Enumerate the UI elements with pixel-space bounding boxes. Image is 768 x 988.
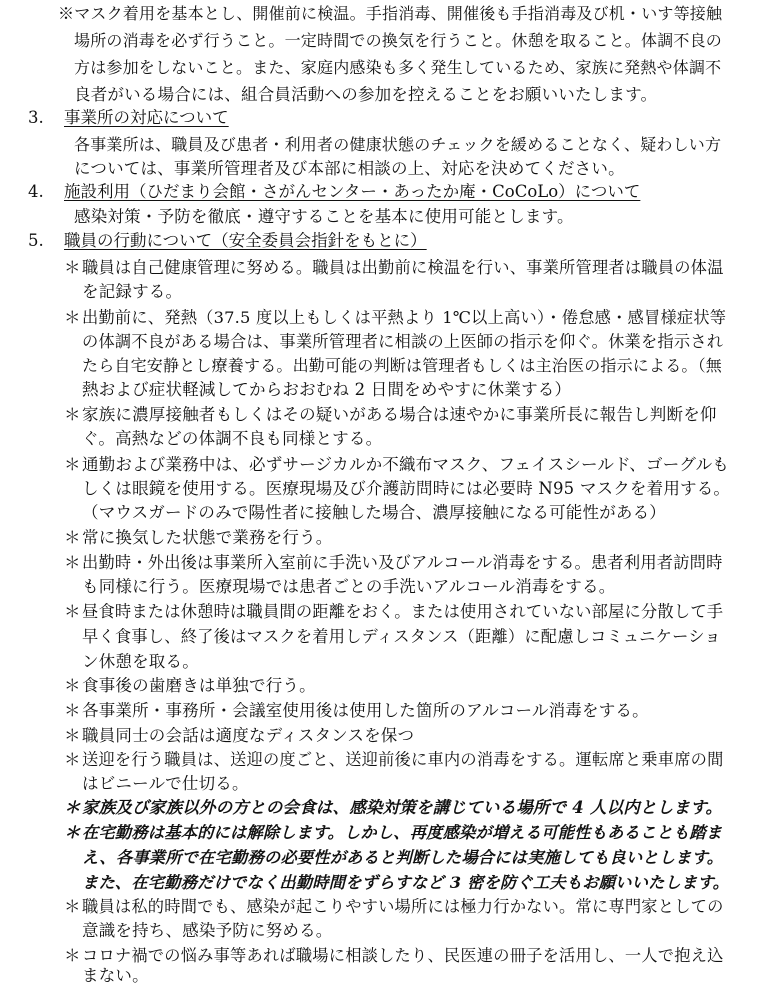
bullet-mark: ＊ (64, 258, 81, 277)
list-item-line: 昼食時または休憩時は職員間の距離をおく。または使用されていない部屋に分散して手 (82, 602, 724, 621)
section-title: 事業所の対応について (64, 108, 229, 127)
section-5-heading (28, 229, 427, 253)
list-item-line: （マウスガードのみで陽性者に接触した場合、濃厚接触になる可能性がある） (82, 503, 667, 522)
list-item-line: はビニールで仕切る。 (82, 774, 249, 793)
list-item-line: 食事後の歯磨きは単独で行う。 (82, 676, 316, 695)
bullet-mark: ＊ (64, 528, 81, 547)
note-line: 方は参加をしないこと。また、家庭内感染も多く発生しているため、家族に発熱や体調不 (74, 58, 722, 77)
list-item-line: 出勤前に、発熱（37.5 度以上もしくは平熱より 1℃以上高い）・倦怠感・感冒様症状等 (82, 308, 727, 327)
section-title: 職員の行動について（安全委員会指針をもとに） (64, 231, 427, 250)
list-item-line: 出勤時・外出後は事業所入室前に手洗い及びアルコール消毒をする。患者利用者訪問時 (82, 553, 723, 572)
list-item-line: ぐ。高熱などの体調不良も同様とする。 (82, 429, 383, 448)
bullet-mark: ＊ (64, 553, 81, 572)
list-item-line: また、在宅勤務だけでなく出勤時間をずらすなど 3 密を防ぐ工夫もお願いいたします。 (82, 873, 730, 892)
list-item-line: 職員同士の会話は適度なディスタンスを保つ (82, 726, 415, 745)
bullet-mark: ＊ (64, 602, 81, 621)
list-item-line: 家族及び家族以外の方との会食は、感染対策を講じている場所で 4 人以内とします。 (82, 798, 723, 817)
section-3-line: 各事業所は、職員及び患者・利用者の健康状態のチェックを緩めることなく、疑わしい方 (74, 135, 722, 154)
list-item-line: え、各事業所で在宅勤務の必要性があると判断した場合には実施しても良いとします。 (82, 848, 724, 867)
list-item-line: 意識を持ち、感染予防に努める。 (82, 921, 333, 940)
section-number: 5. (28, 231, 44, 250)
section-4-line: 感染対策・予防を徹底・遵守することを基本に使用可能とします。 (74, 207, 574, 226)
bullet-mark: ＊ (64, 701, 81, 720)
bullet-mark: ＊ (64, 455, 81, 474)
note-line: 場所の消毒を必ず行うこと。一定時間での換気を行うこと。休憩を取ること。体調不良の (74, 31, 723, 50)
list-item-line: 家族に濃厚接触者もしくはその疑いがある場合は速やかに事業所長に報告し判断を仰 (82, 405, 717, 424)
list-item-line: しくは眼鏡を使用する。医療現場及び介護訪問時には必要時 N95 マスクを着用する。 (82, 479, 731, 498)
section-number: 4. (28, 182, 44, 201)
list-item-line: まない。 (82, 966, 149, 985)
note-line: ※マスク着用を基本とし、開催前に検温。手指消毒、開催後も手指消毒及び机・いす等接触 (58, 4, 723, 23)
bullet-mark: ＊ (64, 823, 81, 842)
list-item-line: の体調不良がある場合は、事業所管理者に相談の上医師の指示を仰ぐ。休業を指示され (82, 332, 724, 351)
list-item-line: 職員は私的時間でも、感染が起こりやすい場所には極力行かない。常に専門家としての (82, 897, 724, 916)
list-item-line: 送迎を行う職員は、送迎の度ごと、送迎前後に車内の消毒をする。運転席と乗車席の間 (82, 750, 724, 769)
list-item-line: ン休憩を取る。 (82, 652, 199, 671)
section-3-line: については、事業所管理者及び本部に相談の上、対応を決めてください。 (74, 159, 625, 178)
bullet-mark: ＊ (64, 798, 81, 817)
bullet-mark: ＊ (64, 750, 81, 769)
list-item-line: を記録する。 (82, 282, 183, 301)
list-item-line: たら自宅安静とし療養する。出勤可能の判断は管理者もしくは主治医の指示による。（無 (82, 356, 723, 375)
list-item-line: 各事業所・事務所・会議室使用後は使用した箇所のアルコール消毒をする。 (82, 701, 649, 720)
list-item-line: 職員は自己健康管理に努める。職員は出勤前に検温を行い、事業所管理者は職員の体温 (82, 258, 724, 277)
list-item-line: 在宅勤務は基本的には解除します。しかし、再度感染が増える可能性もあることも踏ま (82, 823, 723, 842)
note-line: 良者がいる場合には、組合員活動への参加を控えることをお願いいたします。 (74, 85, 658, 104)
list-item-line: 熱および症状軽減してからおおむね 2 日間をめやすに休業する） (82, 380, 572, 399)
list-item-line: コロナ禍での悩み事等あれば職場に相談したり、民医連の冊子を活用し、一人で抱え込 (82, 946, 724, 965)
bullet-mark: ＊ (64, 405, 81, 424)
list-item-line: 常に換気した状態で業務を行う。 (82, 528, 333, 547)
section-4-heading (28, 180, 640, 204)
bullet-mark: ＊ (64, 946, 81, 965)
bullet-mark: ＊ (64, 897, 81, 916)
list-item-line: 通勤および業務中は、必ずサージカルか不織布マスク、フェイスシールド、ゴーグルも (82, 455, 730, 474)
section-3-heading (28, 106, 229, 130)
bullet-mark: ＊ (64, 308, 81, 327)
section-title: 施設利用（ひだまり会館・さがんセンター・あったか庵・CoCoLo）について (64, 182, 641, 201)
bullet-mark: ＊ (64, 676, 81, 695)
list-item-line: も同様に行う。医療現場では患者ごとの手洗いアルコール消毒をする。 (82, 577, 616, 596)
bullet-mark: ＊ (64, 726, 81, 745)
section-number: 3. (28, 108, 44, 127)
list-item-line: 早く食事し、終了後はマスクを着用しディスタンス（距離）に配慮しコミュニケーショ (82, 627, 721, 646)
